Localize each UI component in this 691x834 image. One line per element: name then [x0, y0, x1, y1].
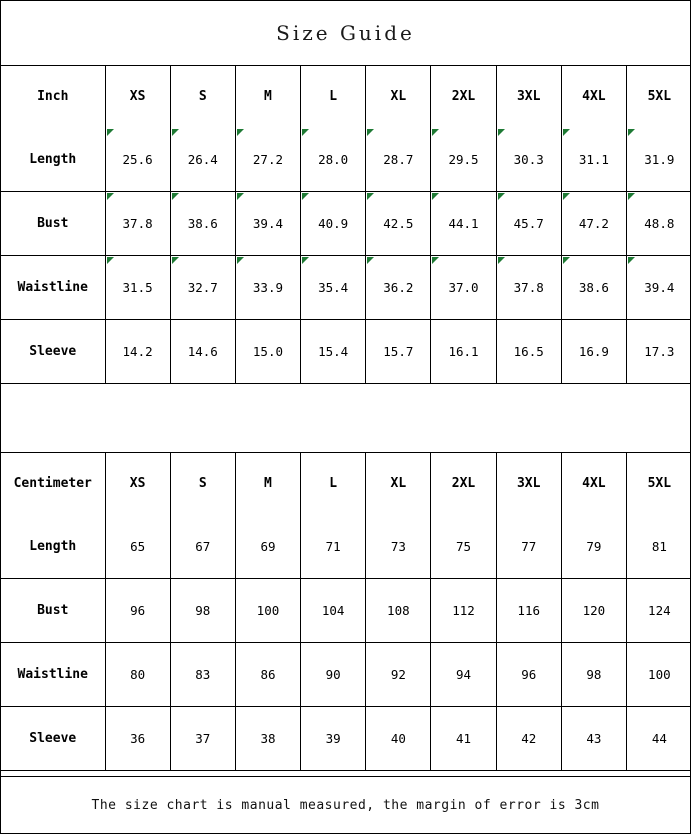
row-label-waistline: Waistline [1, 256, 105, 320]
cell-bust-l: 104 [301, 579, 366, 643]
column-header-s: S [170, 66, 235, 128]
cell-waistline-5xl: 100 [627, 643, 691, 707]
table-header-row [1, 453, 691, 515]
column-header-s: S [170, 453, 235, 515]
cell-sleeve-3xl: 42 [496, 707, 561, 771]
column-header-5xl: 5XL [647, 476, 672, 492]
row-label-bust: Bust [1, 192, 105, 256]
cell-waistline-3xl: 37.8 [496, 256, 561, 320]
cell-waistline-3xl: 96 [496, 643, 561, 707]
cell-sleeve-xl: 15.7 [366, 320, 431, 384]
cell-sleeve-m: 15.0 [235, 320, 300, 384]
cell-sleeve-2xl: 16.1 [431, 320, 496, 384]
column-header-xl: XL [366, 66, 431, 128]
cell-length-s: 67 [170, 515, 235, 579]
cell-bust-xs: 96 [105, 579, 170, 643]
row-label-length: Length [1, 515, 105, 579]
column-header-2xl: 2XL [431, 453, 496, 515]
cell-bust-m: 39.4 [235, 192, 300, 256]
cell-waistline-2xl: 37.0 [431, 256, 496, 320]
cell-length-5xl: 31.9 [627, 128, 691, 192]
cell-bust-s: 98 [170, 579, 235, 643]
cell-bust-xs: 37.8 [105, 192, 170, 256]
cell-sleeve-xs: 36 [105, 707, 170, 771]
cell-length-xs: 25.6 [105, 128, 170, 192]
cell-length-l: 28.0 [301, 128, 366, 192]
cell-length-3xl: 30.3 [496, 128, 561, 192]
cell-sleeve-4xl: 16.9 [561, 320, 626, 384]
cell-bust-l: 40.9 [301, 192, 366, 256]
cell-length-s: 26.4 [170, 128, 235, 192]
column-header-3xl: 3XL [496, 453, 561, 515]
column-header-3xl: 3XL [496, 66, 561, 128]
cell-sleeve-s: 14.6 [170, 320, 235, 384]
cell-length-2xl: 29.5 [431, 128, 496, 192]
cell-bust-4xl: 120 [561, 579, 626, 643]
cell-bust-s: 38.6 [170, 192, 235, 256]
table-header-row [1, 66, 691, 128]
cell-sleeve-l: 39 [301, 707, 366, 771]
row-label-sleeve: Sleeve [1, 707, 105, 771]
cell-sleeve-xl: 40 [366, 707, 431, 771]
cell-waistline-5xl: 39.4 [627, 256, 691, 320]
cell-waistline-m: 86 [235, 643, 300, 707]
column-header-xs: XS [105, 66, 170, 128]
cell-length-xl: 28.7 [366, 128, 431, 192]
table-row [1, 643, 691, 707]
cell-length-xs: 65 [105, 515, 170, 579]
table-row [1, 128, 691, 192]
cell-length-l: 71 [301, 515, 366, 579]
cell-sleeve-4xl: 43 [561, 707, 626, 771]
cell-waistline-2xl: 94 [431, 643, 496, 707]
inch-size-table [1, 65, 691, 384]
cell-bust-3xl: 116 [496, 579, 561, 643]
table-row [1, 320, 691, 384]
column-header-l: L [301, 66, 366, 128]
table-row [1, 515, 691, 579]
table-row [1, 579, 691, 643]
cell-length-3xl: 77 [496, 515, 561, 579]
cell-sleeve-5xl: 17.3 [644, 344, 675, 359]
cell-bust-xl: 42.5 [366, 192, 431, 256]
column-header-m: M [235, 66, 300, 128]
cell-waistline-xs: 80 [105, 643, 170, 707]
column-header-l: L [301, 453, 366, 515]
cell-sleeve-2xl: 41 [431, 707, 496, 771]
cell-length-xl: 73 [366, 515, 431, 579]
unit-label-inch: Inch [1, 66, 105, 128]
cell-length-5xl: 81 [627, 515, 691, 579]
cell-bust-3xl: 45.7 [496, 192, 561, 256]
cell-sleeve-l: 15.4 [301, 320, 366, 384]
row-label-sleeve: Sleeve [1, 320, 105, 384]
cell-waistline-s: 32.7 [170, 256, 235, 320]
cell-bust-2xl: 112 [431, 579, 496, 643]
cell-waistline-xl: 36.2 [366, 256, 431, 320]
cell-waistline-l: 90 [301, 643, 366, 707]
cell-length-m: 69 [235, 515, 300, 579]
cell-bust-2xl: 44.1 [431, 192, 496, 256]
cell-bust-5xl: 48.8 [627, 192, 691, 256]
cell-length-4xl: 31.1 [561, 128, 626, 192]
column-header-2xl: 2XL [431, 66, 496, 128]
row-label-waistline: Waistline [1, 643, 105, 707]
cell-sleeve-s: 37 [170, 707, 235, 771]
row-label-bust: Bust [1, 579, 105, 643]
table-gap-spacer [1, 384, 690, 452]
cell-waistline-l: 35.4 [301, 256, 366, 320]
page-title: Size Guide [276, 21, 415, 45]
cell-bust-xl: 108 [366, 579, 431, 643]
unit-label-centimeter: Centimeter [1, 453, 105, 515]
cell-sleeve-3xl: 16.5 [496, 320, 561, 384]
cell-waistline-xl: 92 [366, 643, 431, 707]
table-row [1, 707, 691, 771]
cell-waistline-xs: 31.5 [105, 256, 170, 320]
cell-length-4xl: 79 [561, 515, 626, 579]
cell-waistline-4xl: 98 [561, 643, 626, 707]
column-header-4xl: 4XL [561, 66, 626, 128]
table-row [1, 192, 691, 256]
cell-sleeve-5xl: 44 [651, 731, 667, 746]
cell-bust-m: 100 [235, 579, 300, 643]
column-header-m: M [235, 453, 300, 515]
cell-bust-5xl: 124 [627, 579, 691, 643]
measurement-disclaimer: The size chart is manual measured, the margin of error is 3cm [1, 776, 690, 833]
column-header-xl: XL [366, 453, 431, 515]
cell-length-m: 27.2 [235, 128, 300, 192]
cell-waistline-m: 33.9 [235, 256, 300, 320]
table-row [1, 256, 691, 320]
cell-sleeve-m: 38 [235, 707, 300, 771]
column-header-xs: XS [105, 453, 170, 515]
centimeter-size-table [1, 452, 691, 771]
cell-length-2xl: 75 [431, 515, 496, 579]
column-header-4xl: 4XL [561, 453, 626, 515]
cell-waistline-4xl: 38.6 [561, 256, 626, 320]
cell-sleeve-xs: 14.2 [105, 320, 170, 384]
row-label-length: Length [1, 128, 105, 192]
cell-waistline-s: 83 [170, 643, 235, 707]
cell-bust-4xl: 47.2 [561, 192, 626, 256]
column-header-5xl: 5XL [647, 89, 672, 105]
